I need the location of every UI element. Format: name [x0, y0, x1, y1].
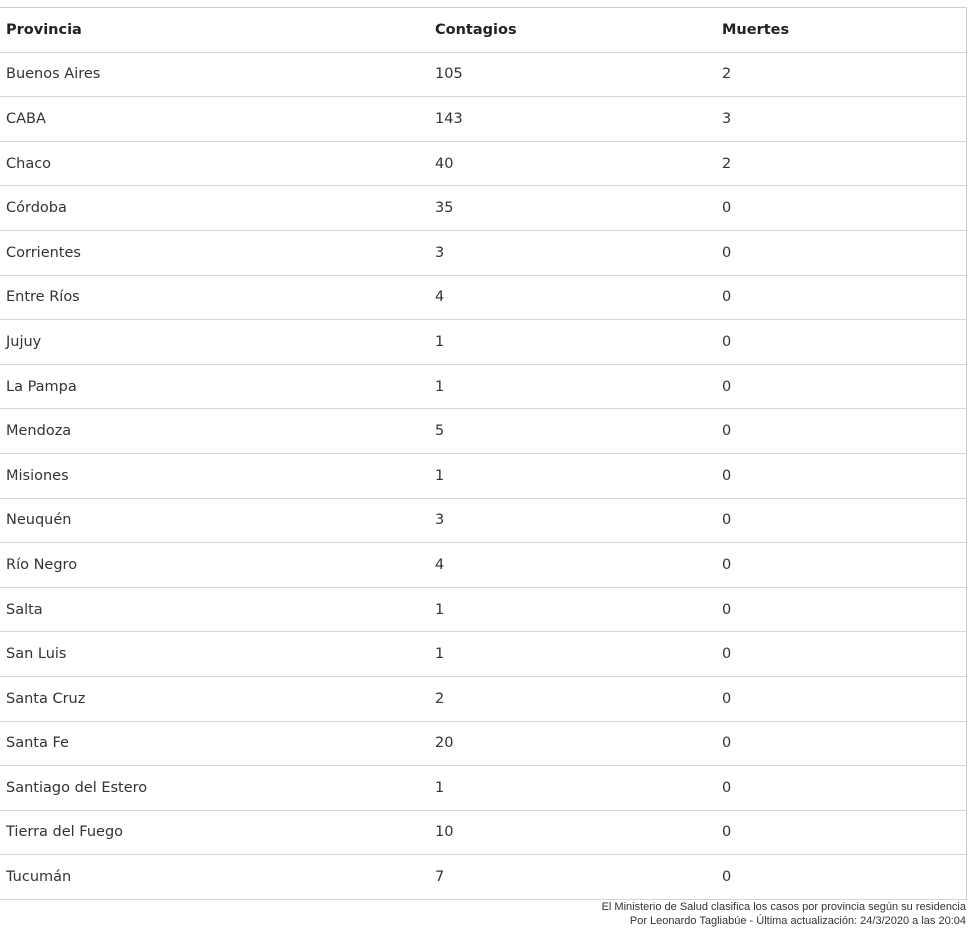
cell-contagios: 143	[429, 97, 716, 142]
cell-contagios: 1	[429, 320, 716, 365]
table-row	[0, 543, 966, 588]
cell-muertes: 2	[716, 141, 966, 186]
cell-contagios: 1	[429, 632, 716, 677]
cell-provincia: Misiones	[0, 453, 429, 498]
cell-muertes: 3	[716, 97, 966, 142]
cell-contagios: 2	[429, 676, 716, 721]
table-row	[0, 498, 966, 543]
cell-muertes: 0	[716, 587, 966, 632]
column-header-contagios[interactable]: Contagios	[429, 8, 716, 52]
cell-muertes: 0	[716, 186, 966, 231]
table-row	[0, 141, 966, 186]
cell-muertes: 0	[716, 364, 966, 409]
cell-muertes: 0	[716, 275, 966, 320]
cell-muertes: 0	[716, 453, 966, 498]
cell-provincia: Neuquén	[0, 498, 429, 543]
cell-contagios: 5	[429, 409, 716, 454]
cell-provincia: Santa Fe	[0, 721, 429, 766]
cell-muertes: 0	[716, 676, 966, 721]
cell-provincia: Río Negro	[0, 543, 429, 588]
cell-muertes: 0	[716, 543, 966, 588]
column-header-muertes[interactable]: Muertes	[716, 8, 966, 52]
cell-muertes: 0	[716, 409, 966, 454]
cell-muertes: 0	[716, 320, 966, 365]
table-row	[0, 364, 966, 409]
cell-provincia: CABA	[0, 97, 429, 142]
cell-provincia: Tierra del Fuego	[0, 810, 429, 855]
table-row	[0, 810, 966, 855]
cell-muertes: 0	[716, 230, 966, 275]
cell-contagios: 40	[429, 141, 716, 186]
cell-provincia: Tucumán	[0, 855, 429, 900]
cell-contagios: 1	[429, 766, 716, 811]
cell-muertes: 0	[716, 766, 966, 811]
table-footer	[602, 900, 966, 928]
table-header-row	[0, 8, 966, 52]
cell-contagios: 3	[429, 230, 716, 275]
cell-contagios: 20	[429, 721, 716, 766]
cell-provincia: Jujuy	[0, 320, 429, 365]
cell-muertes: 0	[716, 498, 966, 543]
cell-contagios: 1	[429, 364, 716, 409]
table-row	[0, 320, 966, 365]
cell-contagios: 3	[429, 498, 716, 543]
cell-contagios: 35	[429, 186, 716, 231]
cell-provincia: Entre Ríos	[0, 275, 429, 320]
cell-provincia: Córdoba	[0, 186, 429, 231]
provinces-table	[0, 8, 966, 900]
cell-provincia: Chaco	[0, 141, 429, 186]
cell-provincia: Mendoza	[0, 409, 429, 454]
cell-provincia: Santiago del Estero	[0, 766, 429, 811]
table-row	[0, 855, 966, 900]
source-note: El Ministerio de Salud clasifica los casos por provincia según su residencia	[601, 901, 966, 913]
table-row	[0, 275, 966, 320]
table-row	[0, 721, 966, 766]
cell-muertes: 0	[716, 632, 966, 677]
author-credit: Por Leonardo Tagliabúe - Última actualización: 24/3/2020 a las 20:04	[629, 915, 966, 927]
cell-contagios: 1	[429, 453, 716, 498]
table-row	[0, 632, 966, 677]
table-row	[0, 97, 966, 142]
cell-provincia: Corrientes	[0, 230, 429, 275]
table-row	[0, 186, 966, 231]
cell-muertes: 0	[716, 810, 966, 855]
cell-provincia: Santa Cruz	[0, 676, 429, 721]
cell-muertes: 0	[716, 721, 966, 766]
cell-provincia: Buenos Aires	[0, 52, 429, 97]
table-row	[0, 587, 966, 632]
cell-provincia: Salta	[0, 587, 429, 632]
cell-provincia: La Pampa	[0, 364, 429, 409]
table-row	[0, 409, 966, 454]
cell-provincia: San Luis	[0, 632, 429, 677]
cell-contagios: 10	[429, 810, 716, 855]
cell-contagios: 4	[429, 275, 716, 320]
provinces-table-container	[0, 7, 967, 900]
cell-contagios: 4	[429, 543, 716, 588]
table-row	[0, 766, 966, 811]
table-row	[0, 453, 966, 498]
cell-contagios: 1	[429, 587, 716, 632]
cell-contagios: 105	[429, 52, 716, 97]
column-header-provincia[interactable]: Provincia	[0, 8, 429, 52]
cell-contagios: 7	[429, 855, 716, 900]
table-row	[0, 676, 966, 721]
table-row	[0, 230, 966, 275]
table-row	[0, 52, 966, 97]
cell-muertes: 2	[716, 52, 966, 97]
table-body	[0, 52, 966, 899]
cell-muertes: 0	[716, 855, 966, 900]
